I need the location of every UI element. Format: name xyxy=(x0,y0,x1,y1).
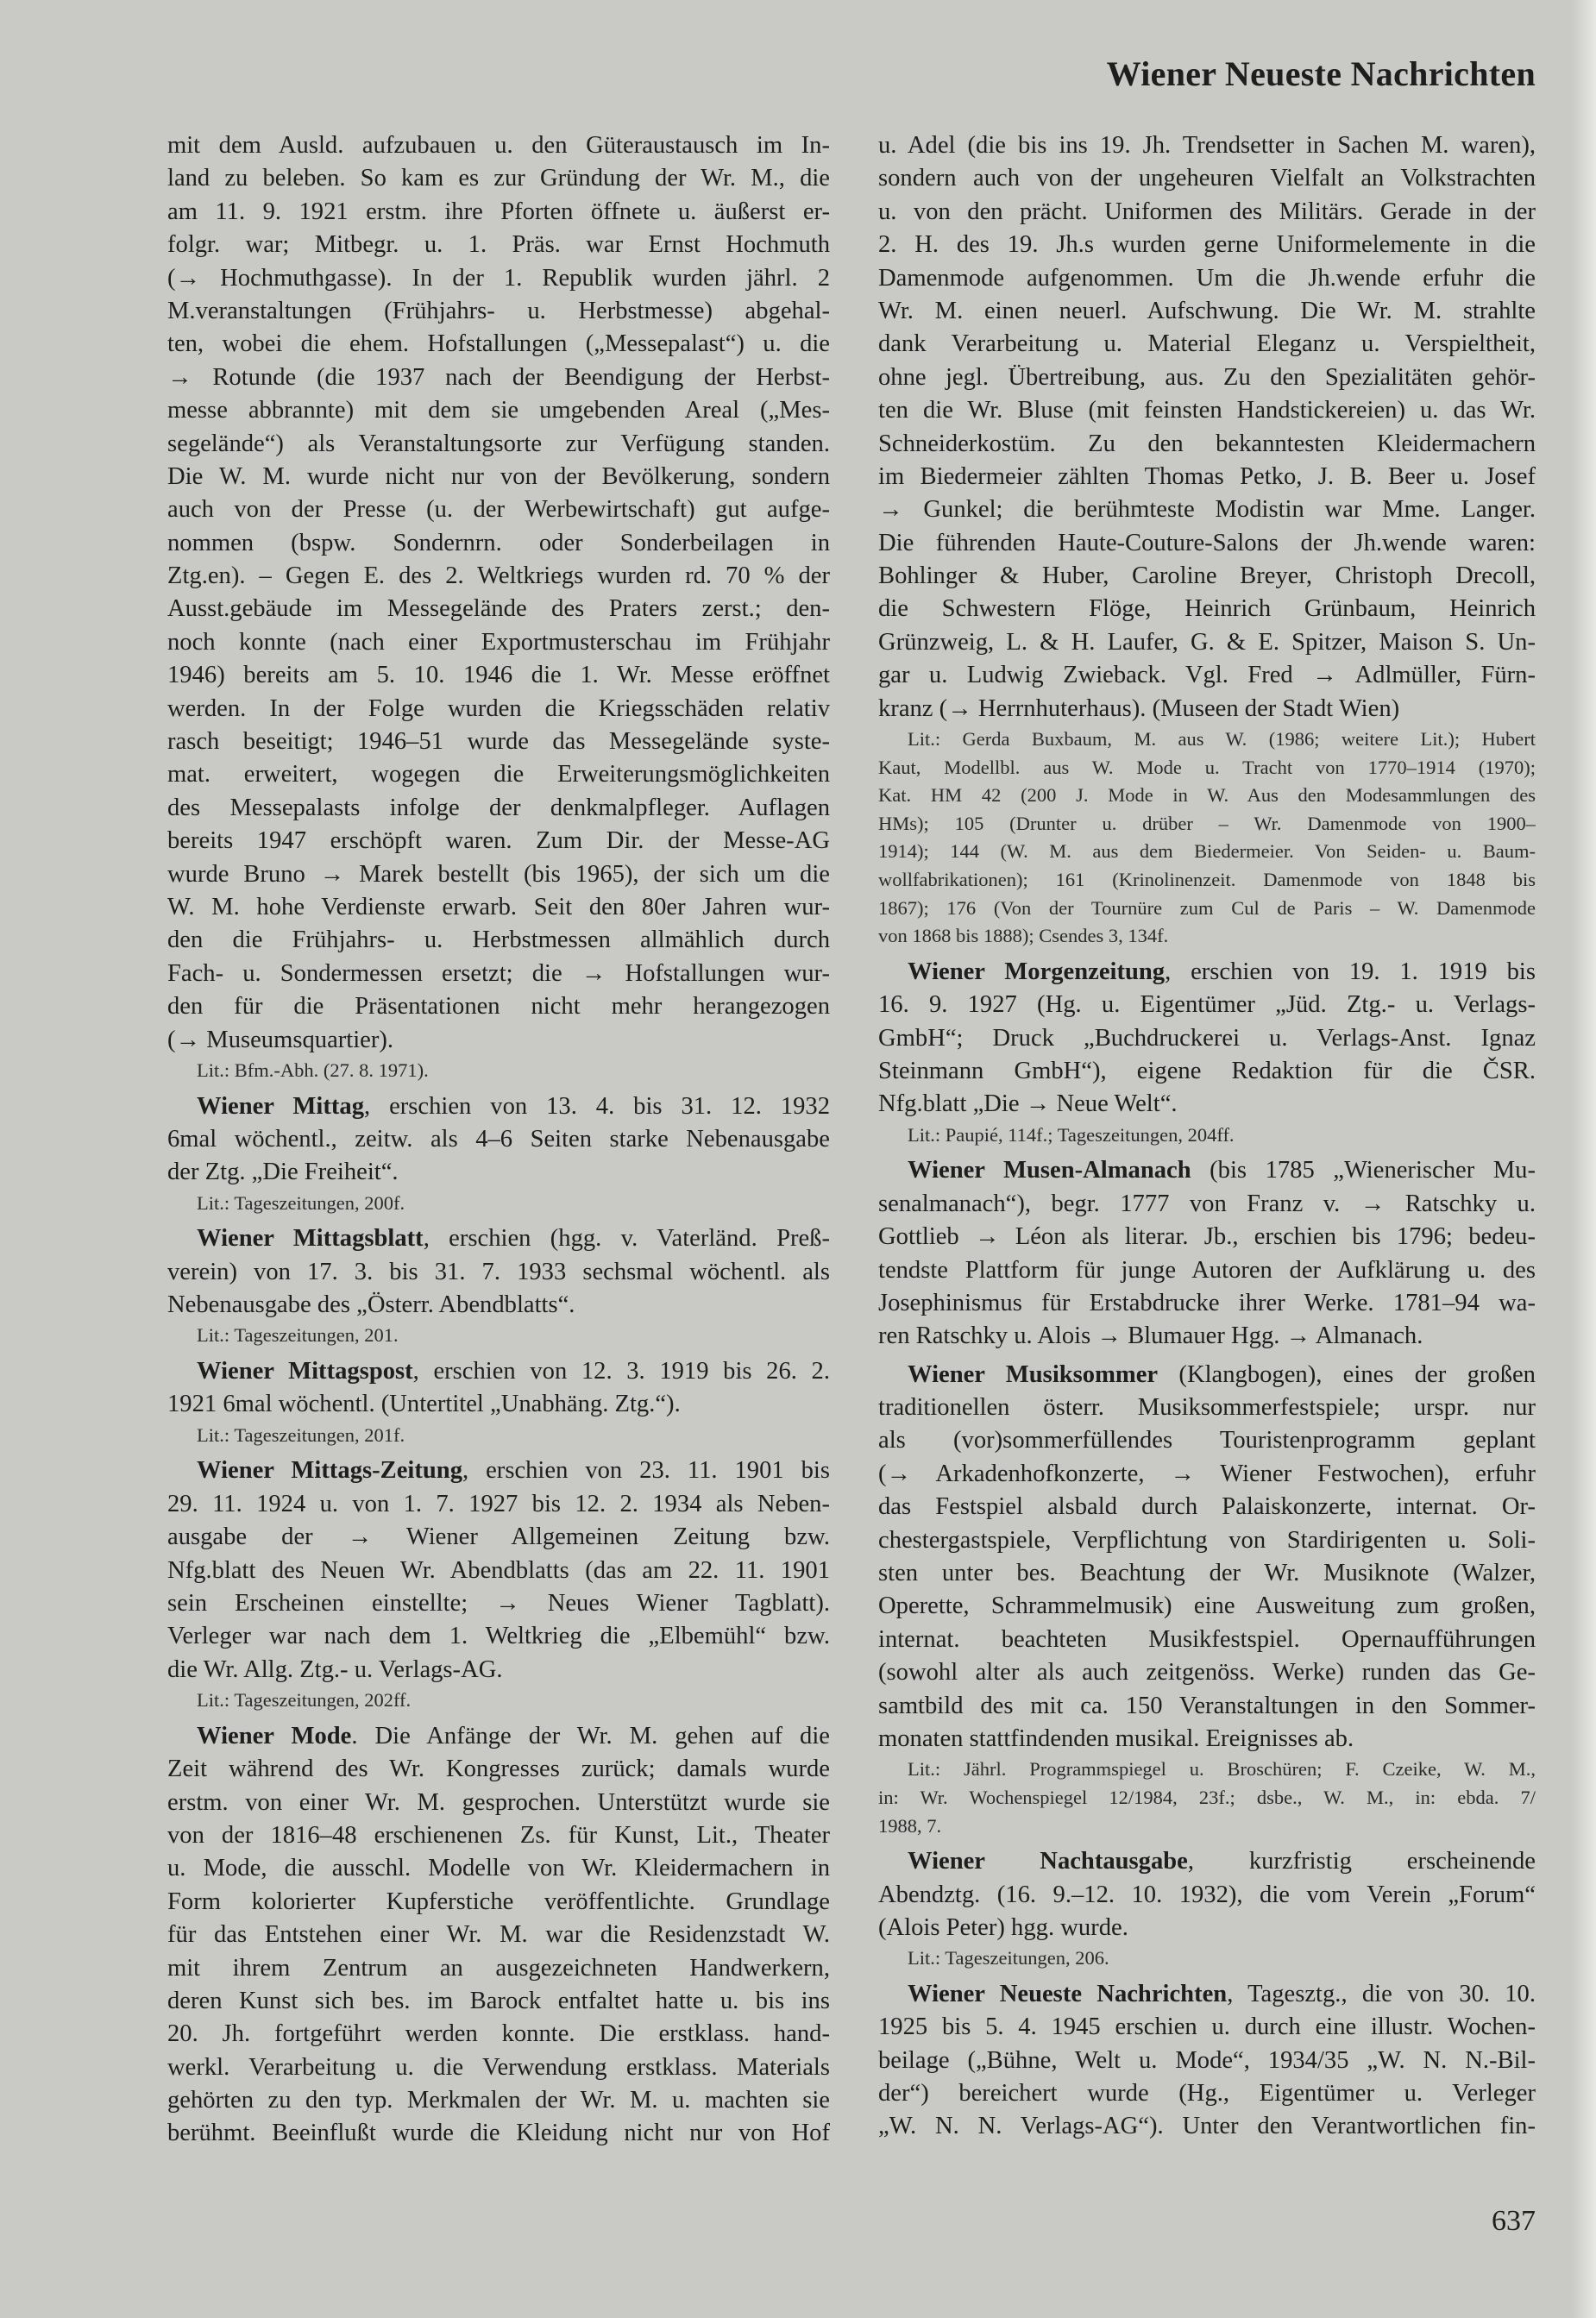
line-text: Lit.: Tageszeitungen, 201. xyxy=(197,1324,399,1347)
literature-line xyxy=(878,1812,1536,1841)
text-line xyxy=(878,1424,1536,1457)
entry-headword: Wiener Morgenzeitung xyxy=(908,958,1166,985)
text-line xyxy=(878,1912,1536,1944)
text-line xyxy=(167,1355,830,1388)
line-text: noch konnte (nach einer Exportmusterschau im Frühjahr xyxy=(167,628,830,656)
line-text: Lit.: Tageszeitungen, 200f. xyxy=(197,1191,405,1214)
literature-line xyxy=(878,1784,1536,1812)
line-text: „W. N. N. Verlags-AG“). Unter den Verantwortlichen fin- xyxy=(878,2113,1536,2140)
line-text: am 11. 9. 1921 erstm. ihre Pforten öffnete u. äußerst er- xyxy=(167,198,830,225)
line-text: 6mal wöchentl., zeitw. als 4–6 Seiten starke Nebenausgabe xyxy=(167,1125,830,1153)
line-text: Die führenden Haute-Couture-Salons der Jh.wende waren: xyxy=(878,529,1536,556)
text-line xyxy=(878,2045,1536,2077)
line-text: folgr. war; Mitbegr. u. 1. Präs. war Ernst Hochmuth xyxy=(167,231,830,259)
entry-headword: Wiener Mittagspost xyxy=(197,1358,413,1385)
entry-headword: Wiener Mode xyxy=(197,1722,352,1749)
literature-line xyxy=(167,1322,830,1350)
text-line xyxy=(878,1524,1536,1557)
text-line xyxy=(167,1156,830,1189)
literature-line xyxy=(167,1422,830,1450)
text-line xyxy=(878,1154,1536,1187)
line-text: , erschien von 19. 1. 1919 bis xyxy=(1165,958,1536,985)
line-text: ohne jegl. Übertreibung, aus. Zu den Spezialitäten gehör- xyxy=(878,363,1536,391)
line-text: Ausst.gebäude im Messegelände des Praters zerst.; den- xyxy=(167,595,830,623)
text-line xyxy=(878,1590,1536,1623)
line-text: sten unter bes. Beachtung der Wr. Musiknote (Walzer, xyxy=(878,1560,1536,1587)
text-line xyxy=(878,1391,1536,1424)
text-line xyxy=(878,1287,1536,1320)
text-line xyxy=(167,1488,830,1521)
text-line xyxy=(878,1188,1536,1221)
literature-line xyxy=(167,1057,830,1085)
line-text: land zu beleben. So kam es zur Gründung der Wr. M., die xyxy=(167,165,830,192)
text-line xyxy=(167,693,830,726)
entry-headword: Wiener Neueste Nachrichten xyxy=(908,1980,1228,2007)
line-text: den für die Präsentationen nicht mehr herangezogen xyxy=(167,993,830,1021)
line-text: beilage („Bühne, Welt u. Mode“, 1934/35 „W. N. N.-Bil- xyxy=(878,2046,1536,2074)
line-text: werden. In der Folge wurden die Kriegsschäden relativ xyxy=(167,694,830,722)
text-line xyxy=(167,1654,830,1687)
line-text: 1946) bereits am 5. 10. 1946 die 1. Wr. Messe eröffnet xyxy=(167,662,830,689)
text-line xyxy=(878,1690,1536,1723)
literature-line xyxy=(878,726,1536,754)
line-text: von 1868 bis 1888); Csendes 3, 134f. xyxy=(878,925,1169,947)
text-line xyxy=(878,2011,1536,2044)
text-line xyxy=(878,693,1536,726)
line-text: ten, wobei die ehem. Hofstallungen („Messepalast“) u. die xyxy=(167,330,830,358)
text-line xyxy=(167,2117,830,2150)
line-text: , erschien von 23. 11. 1901 bis xyxy=(462,1457,830,1485)
line-text: ausgabe der → Wiener Allgemeinen Zeitung bzw. xyxy=(167,1523,830,1551)
line-text: Wr. M. einen neuerl. Aufschwung. Die Wr. M. strahlte xyxy=(878,297,1536,324)
line-text: (sowohl alter als auch zeitgenöss. Werke) runden das Ge- xyxy=(878,1659,1536,1687)
text-line xyxy=(167,891,830,924)
line-text: in: Wr. Wochenspiegel 12/1984, 23f.; dsbe., W. M., in: ebda. 7/ xyxy=(878,1786,1536,1808)
text-line xyxy=(878,1624,1536,1656)
text-line xyxy=(878,527,1536,560)
line-text: Kaut, Modellbl. aus W. Mode u. Tracht von 1770–1914 (1970); xyxy=(878,756,1536,778)
text-line xyxy=(878,659,1536,692)
text-line xyxy=(878,1320,1536,1353)
text-line xyxy=(167,328,830,361)
text-line xyxy=(167,858,830,891)
line-text: Lit.: Tageszeitungen, 206. xyxy=(908,1947,1109,1969)
line-text: 16. 9. 1927 (Hg. u. Eigentümer „Jüd. Ztg.- u. Verlags- xyxy=(878,991,1536,1019)
text-line xyxy=(878,626,1536,659)
line-text: 2. H. des 19. Jh.s wurden gerne Uniformelemente in die xyxy=(878,231,1536,259)
line-text: 1867); 176 (Von der Tournüre zum Cul de Paris – W. Damenmode xyxy=(878,896,1536,919)
line-text: (→ Hochmuthgasse). In der 1. Republik wurden jährl. 2 xyxy=(167,264,830,292)
text-line xyxy=(167,1852,830,1885)
line-text: 29. 11. 1924 u. von 1. 7. 1927 bis 12. 2. 1934 als Neben- xyxy=(167,1490,830,1517)
line-text: 1988, 7. xyxy=(878,1814,942,1837)
text-line xyxy=(167,958,830,990)
line-text: , Tagesztg., die von 30. 10. xyxy=(1227,1980,1536,2007)
text-line xyxy=(167,659,830,692)
line-text: als (vor)sommerfüllendes Touristenprogramm geplant xyxy=(878,1427,1536,1454)
text-line xyxy=(878,1978,1536,2011)
line-text: Form kolorierter Kupferstiche veröffentlichte. Grundlage xyxy=(167,1888,830,1915)
line-text: Lit.: Tageszeitungen, 201f. xyxy=(197,1423,405,1446)
line-text: werkl. Verarbeitung u. die Verwendung erstklass. Materials xyxy=(167,2053,830,2081)
line-text: messe abbrannte) mit dem sie umgebenden Areal („Mes- xyxy=(167,397,830,424)
line-text: , kurzfristig erscheinende xyxy=(1187,1848,1536,1875)
page-number: 637 xyxy=(1492,2205,1536,2237)
line-text: (bis 1785 „Wienerischer Mu- xyxy=(1191,1157,1536,1184)
text-line xyxy=(167,1256,830,1289)
text-line xyxy=(878,328,1536,361)
text-line xyxy=(167,1985,830,2018)
running-header: Wiener Neueste Nachrichten xyxy=(1106,54,1536,93)
line-text: (→ Arkadenhofkonzerte, → Wiener Festwochen), erfuhr xyxy=(878,1460,1536,1487)
text-line xyxy=(167,394,830,427)
line-text: u. Adel (die bis ins 19. Jh. Trendsetter in Sachen M. waren), xyxy=(878,132,1536,159)
line-text: erstm. von einer Wr. M. gesprochen. Unterstützt wurde sie xyxy=(167,1788,830,1816)
text-line xyxy=(878,428,1536,461)
text-line xyxy=(167,1521,830,1554)
literature-line xyxy=(167,1190,830,1218)
text-line xyxy=(878,1845,1536,1878)
entry-headword: Wiener Musen-Almanach xyxy=(908,1157,1191,1184)
line-text: berühmt. Beeinflußt wurde die Kleidung nicht nur von Hof xyxy=(167,2120,830,2147)
text-line xyxy=(878,461,1536,493)
line-text: den die Frühjahrs- u. Herbstmessen allmählich durch xyxy=(167,927,830,954)
text-line xyxy=(878,1088,1536,1121)
text-line xyxy=(878,1656,1536,1689)
line-text: Lit.: Paupié, 114f.; Tageszeitungen, 204ff. xyxy=(908,1123,1235,1146)
line-text: HMs); 105 (Drunter u. drüber – Wr. Damenmode von 1900– xyxy=(878,812,1536,834)
line-text: mit dem Ausld. aufzubauen u. den Güteraustausch im In- xyxy=(167,132,830,159)
text-line xyxy=(167,626,830,659)
line-text: die Schwestern Flöge, Heinrich Grünbaum, Heinrich xyxy=(878,595,1536,623)
line-text: ren Ratschky u. Alois → Blumauer Hgg. → Almanach. xyxy=(878,1322,1423,1350)
line-text: M.veranstaltungen (Frühjahrs- u. Herbstmesse) abgehal- xyxy=(167,297,830,324)
text-line xyxy=(167,1620,830,1653)
text-line xyxy=(167,593,830,625)
text-line xyxy=(167,1720,830,1753)
line-text: u. Mode, die ausschl. Modelle von Wr. Kleidermachern in xyxy=(167,1855,830,1882)
entry-headword: Wiener Musiksommer xyxy=(908,1360,1159,1388)
line-text: 1921 6mal wöchentl. (Untertitel „Unabhäng. Ztg.“). xyxy=(167,1391,681,1418)
line-text: , erschien von 12. 3. 1919 bis 26. 2. xyxy=(412,1358,830,1385)
line-text: Nebenausgabe des „Österr. Abendblatts“. xyxy=(167,1291,575,1319)
text-line xyxy=(167,162,830,195)
line-text: Steinmann GmbH“), eigene Redaktion für die ČSR. xyxy=(878,1057,1536,1084)
text-line xyxy=(167,726,830,758)
line-text: tendste Plattform für junge Autoren der Aufklärung u. des xyxy=(878,1256,1536,1284)
line-text: segelände“) als Veranstaltungsorte zur Verfügung standen. xyxy=(167,430,830,457)
line-text: sein Erscheinen einstellte; → Neues Wiener Tagblatt). xyxy=(167,1590,830,1617)
line-text: Verleger war nach dem 1. Weltkrieg die „Elbemühl“ bzw. xyxy=(167,1623,830,1650)
line-text: Operette, Schrammelmusik) eine Ausweitung zum großen, xyxy=(878,1592,1536,1620)
line-text: Damenmode aufgenommen. Um die Jh.wende erfuhr die xyxy=(878,264,1536,292)
line-text: das Festspiel alsbald durch Palaiskonzerte, internat. Or- xyxy=(878,1493,1536,1521)
text-line xyxy=(167,825,830,857)
literature-line xyxy=(878,1756,1536,1784)
text-line xyxy=(878,1359,1536,1391)
line-text: wollfabrikationen); 161 (Krinolinenzeit. Damenmode von 1848 bis xyxy=(878,869,1536,890)
text-line xyxy=(167,2051,830,2084)
text-line xyxy=(167,527,830,560)
line-text: . Die Anfänge der Wr. M. gehen auf die xyxy=(351,1722,830,1749)
line-text: im Biedermeier zählten Thomas Petko, J. B. Beer u. Josef xyxy=(878,462,1536,490)
text-line xyxy=(878,956,1536,989)
text-line xyxy=(167,262,830,295)
left-text-column xyxy=(167,129,830,2151)
line-text: Ztg.en). – Gegen E. des 2. Weltkriegs wurden rd. 70 % der xyxy=(167,562,830,590)
text-line xyxy=(167,924,830,957)
text-line xyxy=(167,758,830,791)
literature-line xyxy=(878,782,1536,810)
text-line xyxy=(878,196,1536,229)
text-line xyxy=(167,1753,830,1786)
literature-line xyxy=(878,922,1536,951)
line-text: ten die Wr. Bluse (mit feinsten Handstickereien) u. das Wr. xyxy=(878,397,1536,424)
line-text: gar u. Ludwig Zwieback. Vgl. Fred → Adlmüller, Fürn- xyxy=(878,662,1536,689)
text-line xyxy=(878,295,1536,328)
line-text: Grünzweig, L. & H. Laufer, G. & E. Spitzer, Maison S. Un- xyxy=(878,628,1536,656)
line-text: gehörten zu den typ. Merkmalen der Wr. M. u. machten sie xyxy=(167,2087,830,2114)
text-line xyxy=(167,1024,830,1057)
line-text: Schneiderkostüm. Zu den bekanntesten Kleidermachern xyxy=(878,430,1536,457)
text-line xyxy=(878,1557,1536,1590)
line-text: wurde Bruno → Marek bestellt (bis 1965), der sich um die xyxy=(167,860,830,888)
text-line xyxy=(167,1886,830,1919)
page-edge-shading xyxy=(1572,0,1596,2318)
literature-line xyxy=(878,1944,1536,1973)
literature-line xyxy=(878,754,1536,782)
text-line xyxy=(878,361,1536,394)
text-line xyxy=(878,1221,1536,1253)
text-line xyxy=(878,2110,1536,2143)
text-line xyxy=(878,129,1536,162)
line-text: Fach- u. Sondermessen ersetzt; die → Hofstallungen wur- xyxy=(167,959,830,987)
text-line xyxy=(878,1254,1536,1287)
text-line xyxy=(878,162,1536,195)
line-text: senalmanach“), begr. 1777 von Franz v. → Ratschky u. xyxy=(878,1190,1536,1217)
text-line xyxy=(878,229,1536,261)
entry-headword: Wiener Mittags-Zeitung xyxy=(197,1457,462,1485)
line-text: Nfg.blatt des Neuen Wr. Abendblatts (das am 22. 11. 1901 xyxy=(167,1556,830,1584)
line-text: kranz (→ Herrnhuterhaus). (Museen der Stadt Wien) xyxy=(878,694,1400,722)
line-text: von der 1816–48 erschienenen Zs. für Kunst, Lit., Theater xyxy=(167,1821,830,1849)
text-line xyxy=(167,493,830,526)
text-line xyxy=(167,560,830,593)
text-line xyxy=(167,2018,830,2051)
text-line xyxy=(167,2084,830,2117)
line-text: chestergastspiele, Verpflichtung von Stardirigenten u. Soli- xyxy=(878,1526,1536,1554)
text-line xyxy=(167,229,830,261)
line-text: sondern auch von der ungeheuren Vielfalt an Volkstrachten xyxy=(878,165,1536,192)
literature-line xyxy=(878,866,1536,895)
text-line xyxy=(878,1022,1536,1055)
text-line xyxy=(167,1289,830,1322)
line-text: W. M. hohe Verdienste erwarb. Seit den 80er Jahren wur- xyxy=(167,893,830,920)
text-line xyxy=(167,196,830,229)
text-line xyxy=(878,493,1536,526)
line-text: des Messepalasts infolge der denkmalpfleger. Auflagen xyxy=(167,794,830,821)
line-text: 1925 bis 5. 4. 1945 erschien u. durch eine illustr. Wochen- xyxy=(878,2013,1536,2041)
text-line xyxy=(878,1723,1536,1756)
text-line xyxy=(167,792,830,825)
text-line xyxy=(167,990,830,1023)
line-text: Abendztg. (16. 9.–12. 10. 1932), die vom Verein „Forum“ xyxy=(878,1881,1536,1908)
line-text: Josephinismus für Erstabdrucke ihrer Werke. 1781–94 wa- xyxy=(878,1289,1536,1316)
text-line xyxy=(878,394,1536,427)
line-text: Die W. M. wurde nicht nur von der Bevölkerung, sondern xyxy=(167,462,830,490)
line-text: Lit.: Tageszeitungen, 202ff. xyxy=(197,1689,412,1712)
line-text: der Ztg. „Die Freiheit“. xyxy=(167,1159,399,1186)
text-line xyxy=(167,295,830,328)
literature-line xyxy=(878,838,1536,866)
text-line xyxy=(878,989,1536,1021)
line-text: Bohlinger & Huber, Caroline Breyer, Christoph Drecoll, xyxy=(878,562,1536,590)
line-text: verein) von 17. 3. bis 31. 7. 1933 sechsmal wöchentl. als xyxy=(167,1258,830,1285)
text-line xyxy=(878,1055,1536,1088)
line-text: (→ Museumsquartier). xyxy=(167,1026,394,1053)
line-text: die Wr. Allg. Ztg.- u. Verlags-AG. xyxy=(167,1655,503,1683)
literature-line xyxy=(167,1687,830,1715)
line-text: Lit.: Gerda Buxbaum, M. aus W. (1986; weitere Lit.); Hubert xyxy=(908,728,1536,751)
line-text: Lit.: Jährl. Programmspiegel u. Broschüren; F. Czeike, W. M., xyxy=(908,1758,1536,1781)
line-text: → Gunkel; die berühmteste Modistin war Mme. Langer. xyxy=(878,496,1536,524)
text-line xyxy=(167,1388,830,1421)
line-text: mat. erweitert, wogegen die Erweiterungsmöglichkeiten xyxy=(167,761,830,788)
text-line xyxy=(167,1454,830,1487)
text-line xyxy=(878,593,1536,625)
line-text: Nfg.blatt „Die → Neue Welt“. xyxy=(878,1090,1178,1118)
line-text: 20. Jh. fortgeführt werden konnte. Die erstklass. hand- xyxy=(167,2020,830,2048)
literature-line xyxy=(878,810,1536,839)
entry-headword: Wiener Mittag xyxy=(197,1092,364,1120)
line-text: samtbild des mit ca. 150 Veranstaltungen in den Sommer- xyxy=(878,1692,1536,1719)
line-text: rasch beseitigt; 1946–51 wurde das Messegelände syste- xyxy=(167,728,830,756)
literature-line xyxy=(878,895,1536,923)
line-text: der“) bereichert wurde (Hg., Eigentümer u. Verleger xyxy=(878,2080,1536,2108)
text-line xyxy=(167,361,830,394)
line-text: dank Verarbeitung u. Material Eleganz u. Verspieltheit, xyxy=(878,330,1536,358)
text-line xyxy=(167,1222,830,1255)
text-line xyxy=(167,1819,830,1852)
text-line xyxy=(167,428,830,461)
text-line xyxy=(167,129,830,162)
line-text: deren Kunst sich bes. im Barock entfaltet hatte u. bis ins xyxy=(167,1987,830,2014)
line-text: internat. beachteten Musikfestspiel. Opernaufführungen xyxy=(878,1625,1536,1653)
line-text: nommen (bspw. Sondernrn. oder Sonderbeilagen in xyxy=(167,529,830,556)
line-text: 1914); 144 (W. M. aus dem Biedermeier. Von Seiden- u. Baum- xyxy=(878,840,1536,863)
line-text: u. von den prächt. Uniformen des Militärs. Gerade in der xyxy=(878,198,1536,225)
line-text: auch von der Presse (u. der Werbewirtschaft) gut aufge- xyxy=(167,496,830,524)
line-text: monaten stattfindenden musikal. Ereignisses ab. xyxy=(878,1724,1354,1752)
entry-headword: Wiener Mittagsblatt xyxy=(197,1225,424,1253)
text-line xyxy=(878,1491,1536,1523)
line-text: → Rotunde (die 1937 nach der Beendigung der Herbst- xyxy=(167,363,830,391)
line-text: für das Entstehen einer Wr. M. war die Residenzstadt W. xyxy=(167,1921,830,1949)
line-text: , erschien (hgg. v. Vaterländ. Preß- xyxy=(423,1225,830,1253)
line-text: Kat. HM 42 (200 J. Mode in W. Aus den Modesammlungen des xyxy=(878,784,1536,807)
text-line xyxy=(167,1919,830,1951)
text-line xyxy=(878,1458,1536,1491)
text-line xyxy=(878,262,1536,295)
line-text: (Alois Peter) hgg. wurde. xyxy=(878,1913,1128,1941)
line-text: GmbH“; Druck „Buchdruckerei u. Verlags-Anst. Ignaz xyxy=(878,1024,1536,1052)
literature-line xyxy=(878,1121,1536,1150)
line-text: Zeit während des Wr. Kongresses zurück; damals wurde xyxy=(167,1756,830,1783)
line-text: bereits 1947 erschöpft waren. Zum Dir. der Messe-AG xyxy=(167,827,830,855)
line-text: mit ihrem Zentrum an ausgezeichneten Handwerkern, xyxy=(167,1954,830,1982)
text-line xyxy=(167,1952,830,1985)
entry-headword: Wiener Nachtausgabe xyxy=(908,1848,1188,1875)
line-text: (Klangbogen), eines der großen xyxy=(1158,1360,1536,1388)
line-text: , erschien von 13. 4. bis 31. 12. 1932 xyxy=(364,1092,830,1120)
text-line xyxy=(167,1123,830,1156)
line-text: Lit.: Bfm.-Abh. (27. 8. 1971). xyxy=(197,1058,429,1081)
text-line xyxy=(878,2077,1536,2110)
text-line xyxy=(167,1090,830,1123)
right-text-column xyxy=(878,129,1536,2144)
line-text: traditionellen österr. Musiksommerfestspiele; urspr. nur xyxy=(878,1394,1536,1422)
text-line xyxy=(167,1555,830,1587)
text-line xyxy=(167,1587,830,1620)
text-line xyxy=(878,1879,1536,1912)
text-line xyxy=(167,1787,830,1819)
line-text: Gottlieb → Léon als literar. Jb., erschien bis 1796; bedeu- xyxy=(878,1223,1536,1251)
text-line xyxy=(167,461,830,493)
text-line xyxy=(878,560,1536,593)
